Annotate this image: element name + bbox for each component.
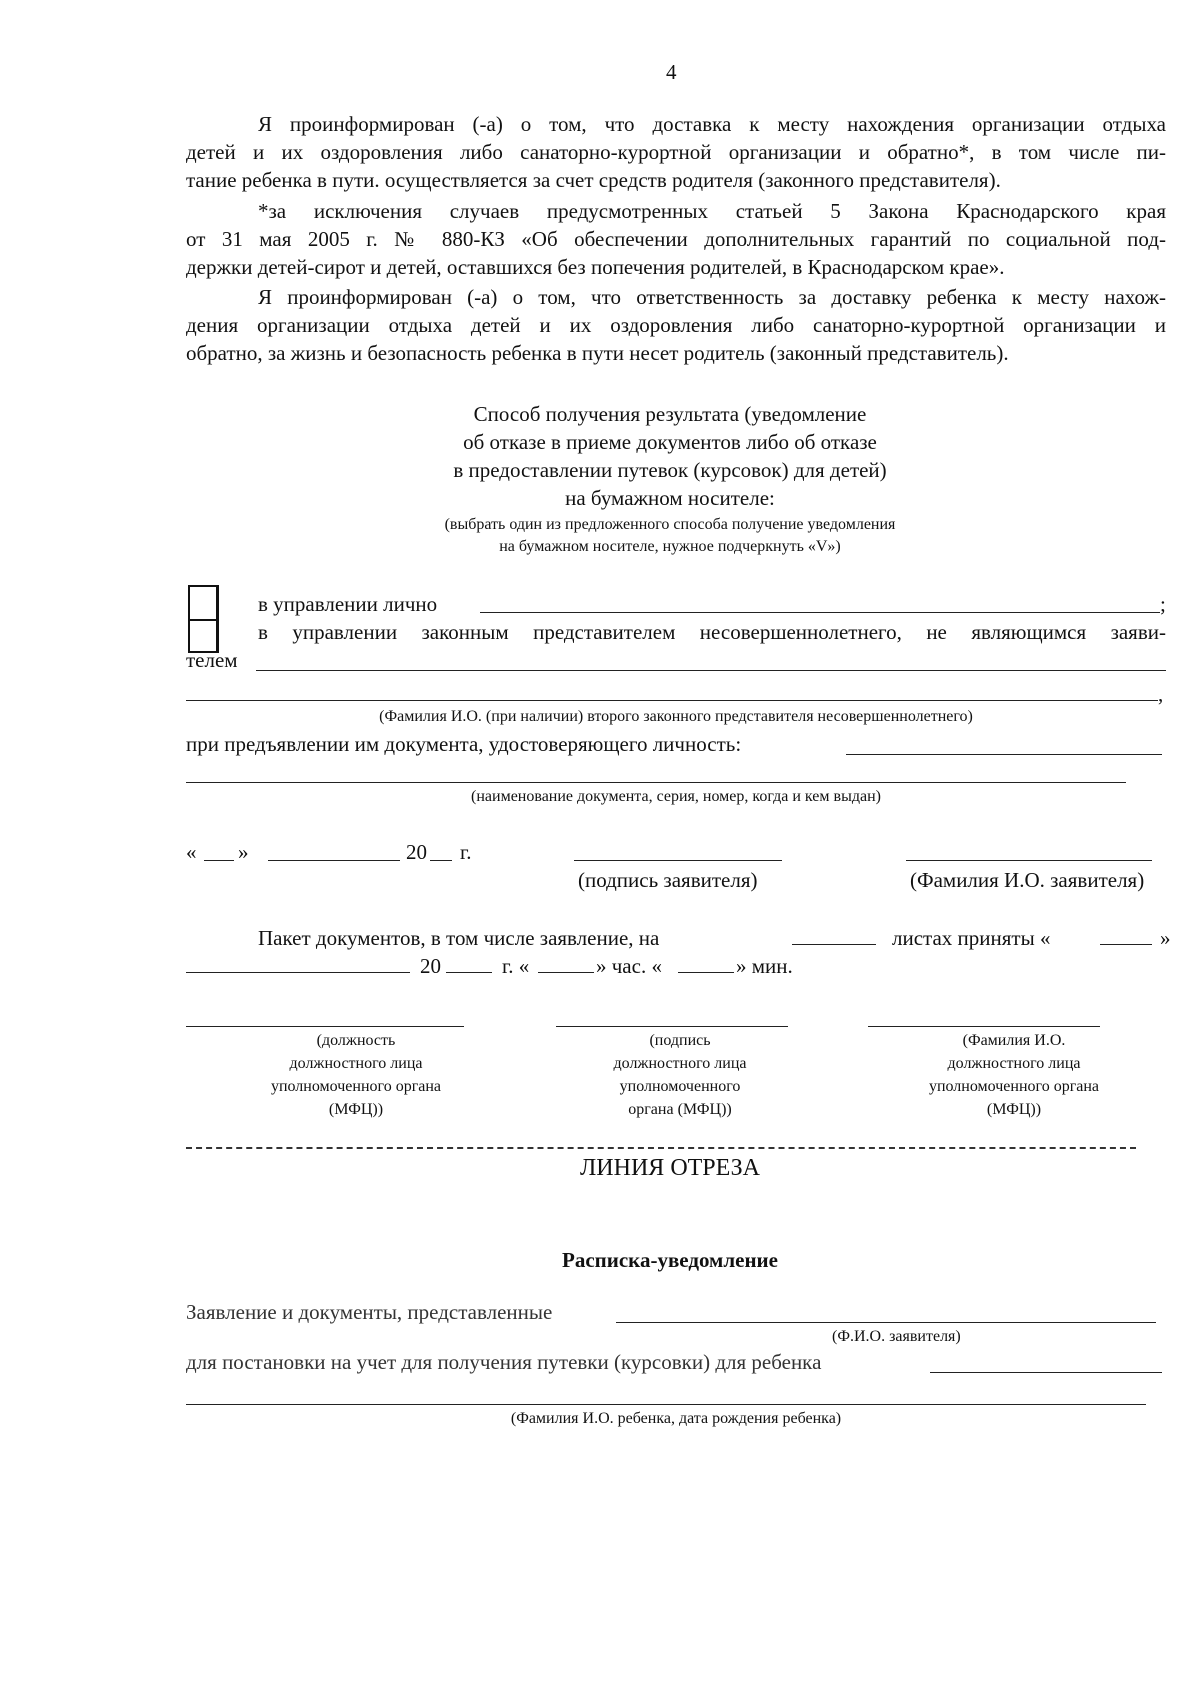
official-signature-caption-line1: (подпись <box>649 1032 711 1049</box>
id-document-label: при предъявлении им документа, удостоверяющего личность: <box>186 732 742 756</box>
cut-dashed-line <box>186 1147 1136 1149</box>
receipt-child-line-a[interactable] <box>930 1372 1162 1373</box>
para2-line2: дения организации отдыха детей и их оздоровления либо санаторно-курортной организации и <box>186 313 1166 337</box>
package-year-line[interactable] <box>446 972 492 973</box>
package-day-line[interactable] <box>1100 944 1152 945</box>
package-minute-label: » мин. <box>736 954 793 978</box>
para1-line2: детей и их оздоровления либо санаторно-курортной организации и обратно*, в том числе пи- <box>186 140 1166 164</box>
option-representative-end: , <box>1158 682 1164 706</box>
official-signature-caption-line3: уполномоченного <box>619 1078 741 1095</box>
option-representative-line1: в управлении законным представителем несовершеннолетнего, не являющимся заяви- <box>258 620 1166 644</box>
method-note-line2: на бумажном носителе, нужное подчеркнуть «V») <box>499 538 841 555</box>
package-hour-line[interactable] <box>538 972 594 973</box>
footnote-line3: держки детей-сирот и детей, оставшихся без попечения родителей, в Краснодарском крае». <box>186 255 1005 279</box>
para1-line1: Я проинформирован (-а) о том, что доставка к месту нахождения организации отдыха <box>258 112 1166 136</box>
date-quote-open: « <box>186 840 197 864</box>
option-representative-line2: телем <box>186 648 238 672</box>
second-rep-caption: (Фамилия И.О. (при наличии) второго законного представителя несовершеннолетнего) <box>379 708 973 725</box>
applicant-name-line[interactable] <box>906 860 1152 861</box>
official-position-caption-line2: должностного лица <box>289 1055 423 1072</box>
method-heading-line1: Способ получения результата (уведомление <box>473 402 867 426</box>
option-representative-line-b[interactable] <box>186 700 1158 701</box>
receipt-applicant-caption: (Ф.И.О. заявителя) <box>832 1328 961 1345</box>
receipt-submitted-label: Заявление и документы, представленные <box>186 1300 553 1324</box>
official-signature-caption-line4: органа (МФЦ)) <box>628 1101 732 1118</box>
official-position-line[interactable] <box>186 1026 464 1027</box>
option-personal-line[interactable] <box>480 612 1160 613</box>
para2-line1: Я проинформирован (-а) о том, что ответственность за доставку ребенка к месту нахож- <box>258 285 1166 309</box>
official-position-caption-line4: (МФЦ)) <box>328 1101 384 1118</box>
date-day-line[interactable] <box>204 860 234 861</box>
option-personal-end: ; <box>1160 592 1166 616</box>
package-text-b: листах приняты « <box>892 926 1051 950</box>
package-text-c: » <box>1160 926 1171 950</box>
receipt-applicant-line[interactable] <box>616 1322 1156 1323</box>
package-g: г. « <box>502 954 530 978</box>
method-note-line1: (выбрать один из предложенного способа получение уведомления <box>444 516 896 533</box>
para1-line3: тание ребенка в пути. осуществляется за счет средств родителя (законного представителя). <box>186 168 1001 192</box>
receipt-title: Расписка-уведомление <box>562 1248 778 1272</box>
applicant-signature-caption: (подпись заявителя) <box>578 868 758 892</box>
official-signature-line[interactable] <box>556 1026 788 1027</box>
official-name-caption-line3: уполномоченного органа <box>928 1078 1100 1095</box>
method-heading-line2: об отказе в приеме документов либо об отказе <box>463 430 877 454</box>
package-sheets-line[interactable] <box>792 944 876 945</box>
cut-line-label: ЛИНИЯ ОТРЕЗА <box>580 1155 760 1181</box>
package-minute-line[interactable] <box>678 972 734 973</box>
official-position-caption-line1: (должность <box>316 1032 396 1049</box>
package-month-line[interactable] <box>186 972 410 973</box>
receipt-purpose-label: для постановки на учет для получения путевки (курсовки) для ребенка <box>186 1350 822 1374</box>
package-text-a: Пакет документов, в том числе заявление, на <box>258 926 660 950</box>
date-quote-close: » <box>238 840 249 864</box>
receipt-child-caption: (Фамилия И.О. ребенка, дата рождения ребенка) <box>510 1410 842 1427</box>
official-name-caption-line4: (МФЦ)) <box>986 1101 1042 1118</box>
method-heading-line4: на бумажном носителе: <box>565 486 775 510</box>
id-document-caption: (наименование документа, серия, номер, когда и кем выдан) <box>471 788 881 805</box>
footnote-line2: от 31 мая 2005 г. № 880-КЗ «Об обеспечении дополнительных гарантий по социальной под- <box>186 227 1166 251</box>
receipt-child-line-b[interactable] <box>186 1404 1146 1405</box>
date-year-prefix: 20 <box>406 840 427 864</box>
applicant-signature-line[interactable] <box>574 860 782 861</box>
date-year-suffix: г. <box>460 840 472 864</box>
option-personal-checkbox[interactable] <box>188 585 219 621</box>
date-month-line[interactable] <box>268 860 400 861</box>
date-year-line[interactable] <box>430 860 452 861</box>
option-representative-line-a[interactable] <box>256 670 1166 671</box>
applicant-name-caption: (Фамилия И.О. заявителя) <box>910 868 1145 892</box>
official-name-caption-line2: должностного лица <box>947 1055 1081 1072</box>
official-signature-caption-line2: должностного лица <box>613 1055 747 1072</box>
page-number: 4 <box>666 60 677 84</box>
package-year-prefix: 20 <box>420 954 441 978</box>
option-personal-label: в управлении лично <box>258 592 438 616</box>
para2-line3: обратно, за жизнь и безопасность ребенка в пути несет родитель (законный представитель). <box>186 341 1009 365</box>
id-document-line-b[interactable] <box>186 782 1126 783</box>
method-heading-line3: в предоставлении путевок (курсовок) для детей) <box>453 458 887 482</box>
footnote-line1: *за исключения случаев предусмотренных статьей 5 Закона Краснодарского края <box>258 199 1166 223</box>
package-hour-label: » час. « <box>596 954 662 978</box>
official-name-line[interactable] <box>868 1026 1100 1027</box>
official-position-caption-line3: уполномоченного органа <box>270 1078 442 1095</box>
id-document-line-a[interactable] <box>846 754 1162 755</box>
official-name-caption-line1: (Фамилия И.О. <box>962 1032 1066 1049</box>
